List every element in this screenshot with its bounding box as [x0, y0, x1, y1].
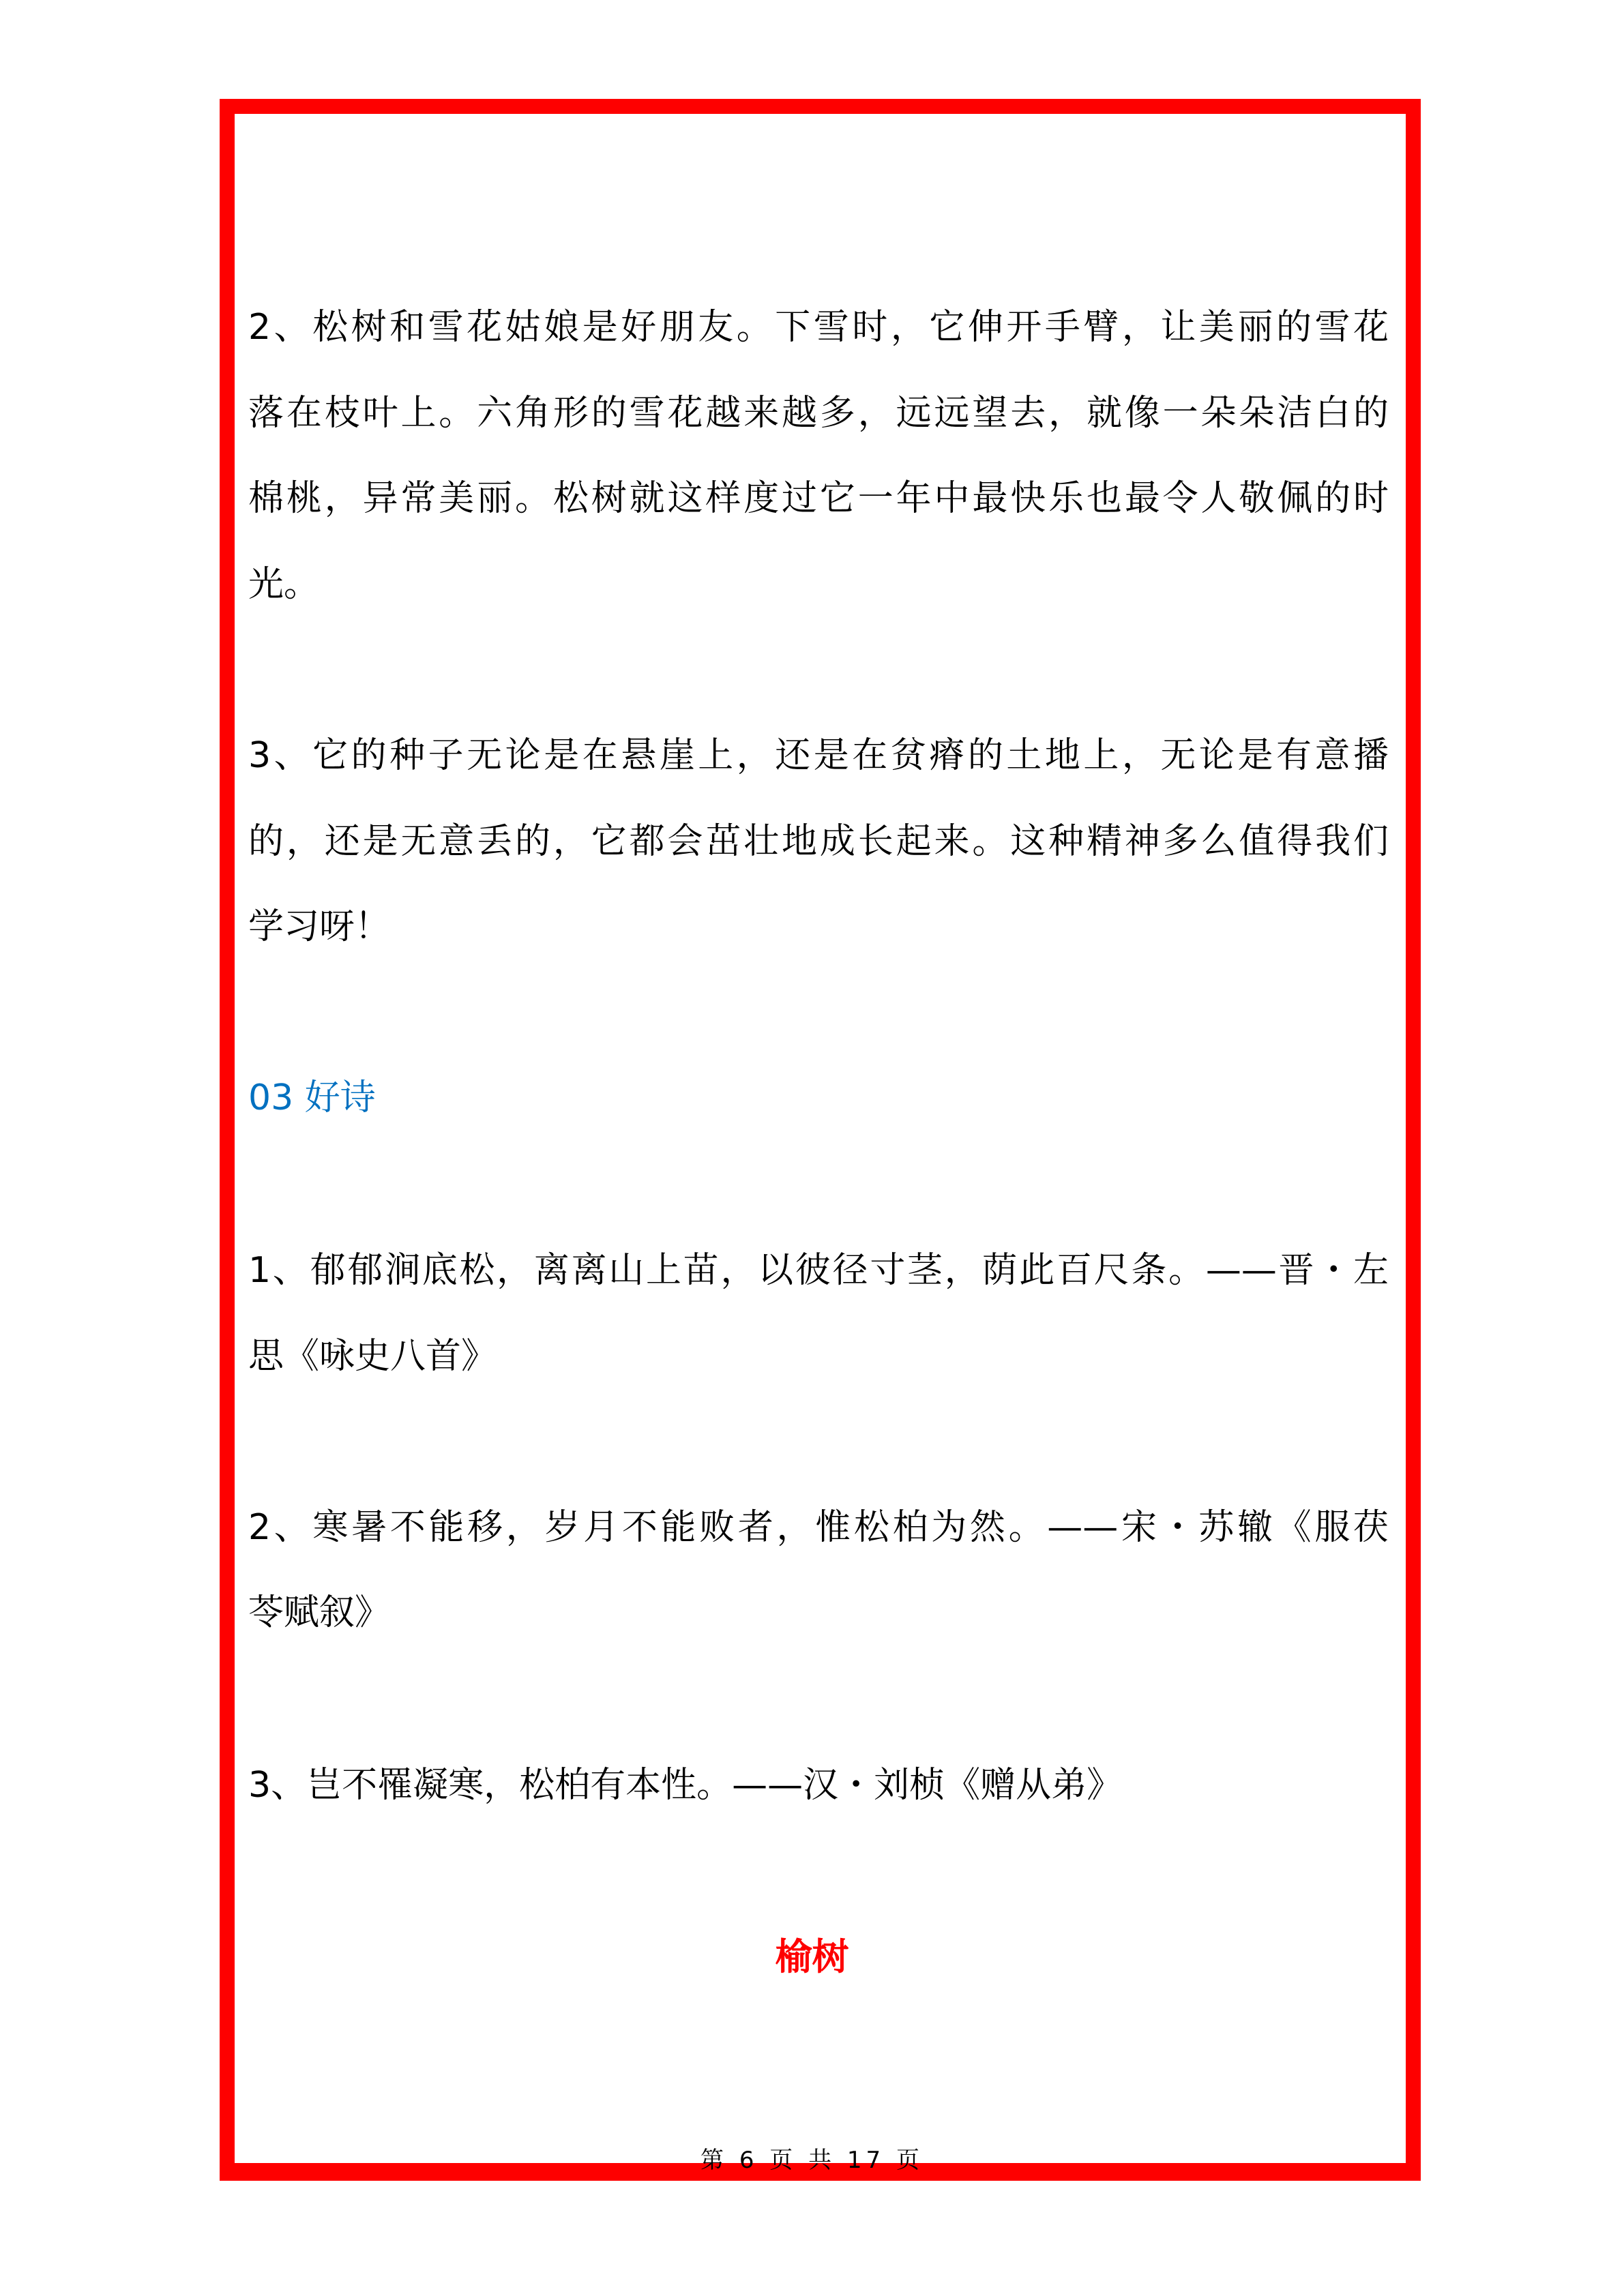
- poem-1-line-2: 思《咏史八首》: [248, 1336, 497, 1377]
- poem-2-line-2: 苓赋叙》: [248, 1592, 391, 1633]
- paragraph-2-line-2: 落在枝叶上。六角形的雪花越来越多，远远望去，就像一朵朵洁白的: [248, 393, 1389, 434]
- poem-2-line-1: 2、寒暑不能移，岁月不能败者，惟松柏为然。——宋・苏辙《服茯: [248, 1507, 1389, 1548]
- paragraph-3-line-2: 的，还是无意丢的，它都会茁壮地成长起来。这种精神多么值得我们: [248, 821, 1389, 862]
- paragraph-2-line-4: 光。: [248, 564, 320, 605]
- paragraph-3-line-1: 3、它的种子无论是在悬崖上，还是在贫瘠的土地上，无论是有意播: [248, 735, 1389, 776]
- page-number: 第 6 页 共 17 页: [700, 2147, 924, 2174]
- section-heading: 03 好诗: [248, 1077, 376, 1118]
- paragraph-3-line-3: 学习呀！: [248, 906, 391, 947]
- poem-1-line-1: 1、郁郁涧底松，离离山上苗，以彼径寸茎，荫此百尺条。——晋・左: [248, 1250, 1389, 1291]
- paragraph-2-line-1: 2、松树和雪花姑娘是好朋友。下雪时，它伸开手臂，让美丽的雪花: [248, 307, 1389, 348]
- paragraph-2-line-3: 棉桃，异常美丽。松树就这样度过它一年中最快乐也最令人敬佩的时: [248, 478, 1389, 519]
- poem-3-line-1: 3、岂不罹凝寒，松柏有本性。——汉・刘桢《赠从弟》: [248, 1765, 1123, 1806]
- next-section-title: 榆树: [775, 1935, 849, 1978]
